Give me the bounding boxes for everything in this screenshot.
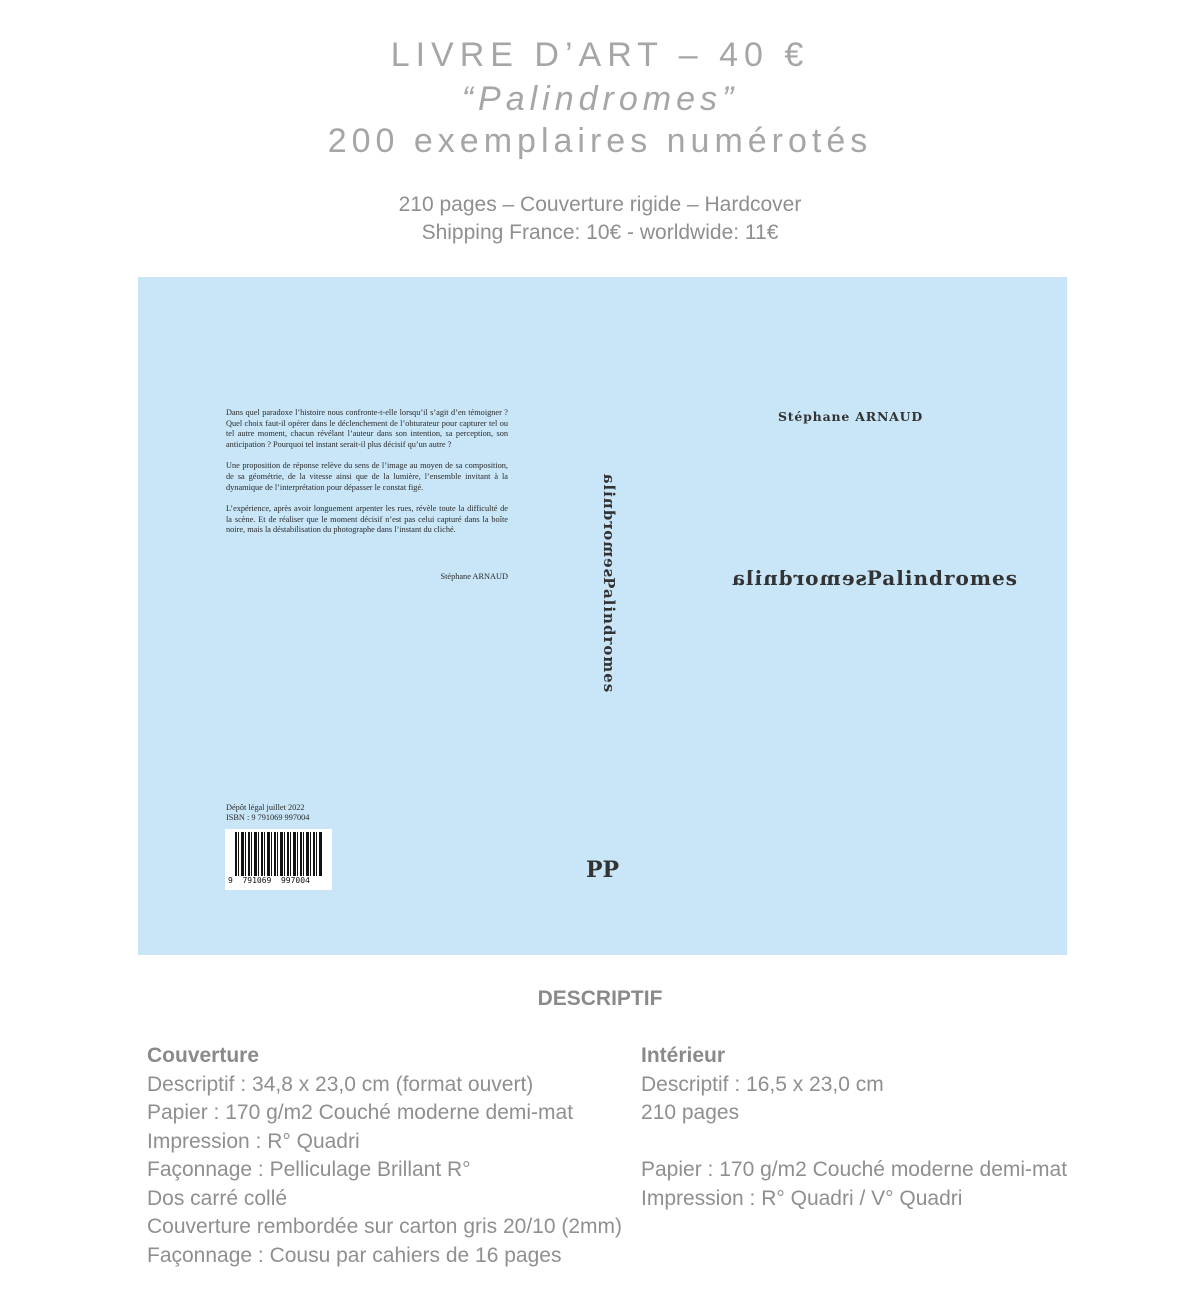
back-paragraph: L’expérience, après avoir longuement arpenter les rues, révèle toute la difficulté de la scène. Et de réaliser que le moment décisif n’est pas celui capturé dans la boîte noire, mais la déstabilisation du photographe dans l’instant du cliché. xyxy=(226,504,508,535)
back-paragraph: Une proposition de réponse relève du sens de l’image au moyen de sa composition, de sa géométrie, de la vitesse ainsi que de la lumière, l’ensemble invitant à la dynamique de l’interprétation pour dépasser le constat figé. xyxy=(226,461,508,492)
barcode-number: 9 791069 997004 xyxy=(228,876,310,885)
back-signature: Stéphane ARNAUD xyxy=(440,572,508,581)
shipping-line: Shipping France: 10€ - worldwide: 11€ xyxy=(421,221,779,244)
couverture-line: Façonnage : Pelliculage Brillant R° xyxy=(147,1158,471,1181)
interieur-line: Impression : R° Quadri / V° Quadri xyxy=(641,1186,963,1210)
front-title xyxy=(678,566,1018,590)
interieur-title: Intérieur xyxy=(641,1044,726,1067)
couverture-line: Papier : 170 g/m2 Couché moderne demi-mat xyxy=(147,1101,574,1124)
interieur-section xyxy=(641,1042,1141,1213)
front-mirrored-text: semordnila xyxy=(731,566,867,590)
couverture-line: Descriptif : 34,8 x 23,0 cm (format ouvert) xyxy=(147,1072,534,1096)
book-title-heading: “Palindromes” xyxy=(461,80,739,118)
edition-heading: 200 exemplaires numérotés xyxy=(327,122,873,160)
spine-title xyxy=(600,473,618,693)
price-heading: LIVRE D’ART – 40 € xyxy=(390,36,810,74)
spine-title-text: Palindromes xyxy=(600,577,618,694)
back-paragraph: Dans quel paradoxe l’histoire nous confronte-t-elle lorsqu’il s’agit d’en témoigner ? Quel choix faut-il opérer dans le déclenchement de l’obturateur pour capturer tel ou tel autre moment, chacun révélant l’auteur dans son intention, sa perception, son anticipation ? Pourquoi tel instant serait-il plus décisif qu’un autre ? xyxy=(226,408,508,449)
front-title-text: Palindromes xyxy=(866,566,1018,590)
couverture-line: Façonnage : Cousu par cahiers de 16 pages xyxy=(147,1243,562,1267)
couverture-line: Couverture rembordée sur carton gris 20/10 (2mm) xyxy=(147,1215,623,1238)
front-author: Stéphane ARNAUD xyxy=(777,409,924,424)
couverture-section xyxy=(147,1042,627,1270)
couverture-title: Couverture xyxy=(147,1044,260,1067)
couverture-line: Dos carré collé xyxy=(147,1186,288,1210)
barcode-bars xyxy=(235,832,323,876)
couverture-line: Impression : R° Quadri xyxy=(147,1129,360,1153)
descriptif-heading: DESCRIPTIF xyxy=(537,987,663,1010)
interieur-line: Descriptif : 16,5 x 23,0 cm xyxy=(641,1072,884,1096)
back-cover-text xyxy=(226,408,508,547)
legal-deposit xyxy=(226,803,309,823)
barcode xyxy=(225,829,332,890)
spine-mirrored-text: semordnila xyxy=(600,472,618,578)
interieur-line: Papier : 170 g/m2 Couché moderne demi-mat xyxy=(641,1158,1068,1181)
publisher-logo: PP xyxy=(586,857,620,883)
depot-legal-text: Dépôt légal juillet 2022 xyxy=(226,803,305,812)
specs-line: 210 pages – Couverture rigide – Hardcover xyxy=(398,193,802,216)
isbn-text: ISBN : 9 791069 997004 xyxy=(226,813,310,822)
book-cover-image xyxy=(138,277,1067,955)
interieur-line: 210 pages xyxy=(641,1101,740,1124)
section-spacer xyxy=(641,1128,1141,1157)
